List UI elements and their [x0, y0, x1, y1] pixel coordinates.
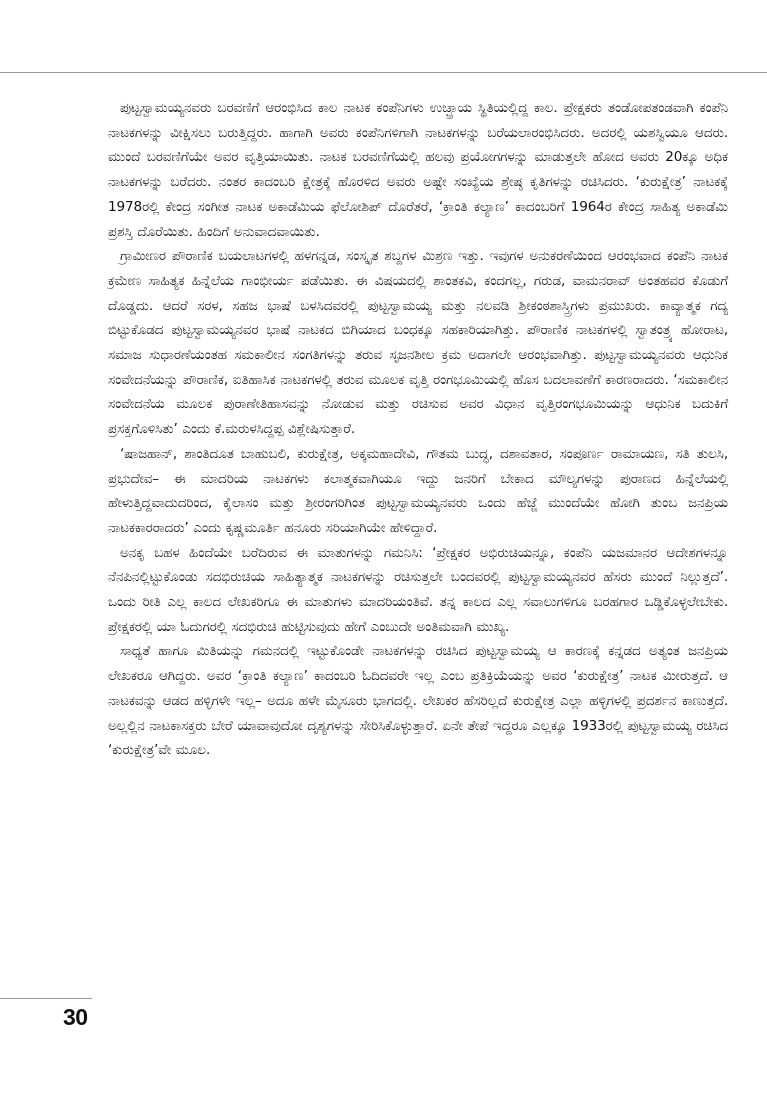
paragraph: ಪುಟ್ಟಸ್ವಾಮಯ್ಯನವರು ಬರವಣಿಗೆ ಆರಂಭಿಸಿದ ಕಾಲ ನಾಟಕ ಕಂಪೆನಿಗಳು ಉಚ್ಛ್ರಾಯ ಸ್ಥಿತಿಯಲ್ಲಿದ್ದ ಕಾಲ. ಪ್ರೇಕ್ಷಕರು ತಂಡೋಪತಂಡವಾಗಿ ಕಂಪೆನಿ ನಾಟಕಗಳನ್ನು ವೀಕ್ಷಿಸಲು ಬರುತ್ತಿದ್ದರು. ಹಾಗಾಗಿ ಅವರು ಕಂಪೆನಿಗಳಿಗಾಗಿ ನಾಟಕಗಳನ್ನು ಬರೆಯಲಾರಂಭಿಸಿದರು. ಅದರಲ್ಲಿ ಯಶಸ್ವಿಯೂ ಆದರು. ಮುಂದೆ ಬರವಣಿಗೆಯೇ ಅವರ ವೃತ್ತಿಯಾಯಿತು. ನಾಟಕ ಬರವಣಿಗೆಯಲ್ಲಿ ಹಲವು ಪ್ರಯೋಗಗಳನ್ನು ಮಾಡುತ್ತಲೇ ಹೋದ ಅವರು 20ಕ್ಕೂ ಅಧಿಕ ನಾಟಕಗಳನ್ನು ಬರೆದರು. ನಂತರ ಕಾದಂಬರಿ ಕ್ಷೇತ್ರಕ್ಕೆ ಹೊರಳಿದ ಅವರು ಅಷ್ಟೇ ಸಂಖ್ಯೆಯ ಶ್ರೇಷ್ಠ ಕೃತಿಗಳನ್ನು ರಚಿಸಿದರು. ‘ಕುರುಕ್ಷೇತ್ರ’ ನಾಟಕಕ್ಕೆ 1978ರಲ್ಲಿ ಕೇಂದ್ರ ಸಂಗೀತ ನಾಟಕ ಅಕಾಡೆಮಿಯ ಫೆಲೋಶಿಪ್ ದೊರೆತರೆ, ‘ಕ್ರಾಂತಿ ಕಲ್ಯಾಣ’ ಕಾದಂಬರಿಗೆ 1964ರ ಕೇಂದ್ರ ಸಾಹಿತ್ಯ ಅಕಾಡೆಮಿ ಪ್ರಶಸ್ತಿ ದೊರೆಯಿತು. ಹಿಂದಿಗೆ ಅನುವಾದವಾಯಿತು.	[108, 100, 728, 240]
paragraph: ಅನಕೃ ಬಹಳ ಹಿಂದೆಯೇ ಬರೆದಿರುವ ಈ ಮಾತುಗಳನ್ನು ಗಮನಿಸಿ: ‘ಪ್ರೇಕ್ಷಕರ ಅಭಿರುಚಿಯನ್ನೂ, ಕಂಪೆನಿ ಯಜಮಾನರ ಆದೇಶಗಳನ್ನೂ ನೆನಪಿನಲ್ಲಿಟ್ಟುಕೊಂಡು ಸದಭಿರುಚಿಯ ಸಾಹಿತ್ಯಾತ್ಮಕ ನಾಟಕಗಳನ್ನು ರಚಿಸುತ್ತಲೇ ಬಂದವರಲ್ಲಿ ಪುಟ್ಟಸ್ವಾಮಯ್ಯನವರ ಹೆಸರು ಮುಂದೆ ನಿಲ್ಲುತ್ತದೆ’. ಒಂದು ರೀತಿ ಎಲ್ಲ ಕಾಲದ ಲೇಖಕರಿಗೂ ಈ ಮಾತುಗಳು ಮಾದರಿಯಂತಿವೆ. ತನ್ನ ಕಾಲದ ಎಲ್ಲ ಸವಾಲುಗಳಿಗೂ ಬರಹಗಾರ ಒಡ್ಡಿಕೊಳ್ಳಲೇಬೇಕು. ಪ್ರೇಕ್ಷಕರಲ್ಲಿ ಯಾ ಓದುಗರಲ್ಲಿ ಸದಭಿರುಚಿ ಹುಟ್ಟಿಸುವುದು ಹೇಗೆ ಎಂಬುದೇ ಅಂತಿಮವಾಗಿ ಮುಖ್ಯ.	[108, 544, 728, 635]
paragraph: ಸಾಧ್ಯತೆ ಹಾಗೂ ಮಿತಿಯನ್ನು ಗಮನದಲ್ಲಿ ಇಟ್ಟುಕೊಂಡೇ ನಾಟಕಗಳನ್ನು ರಚಿಸಿದ ಪುಟ್ಟಸ್ವಾಮಯ್ಯ ಆ ಕಾರಣಕ್ಕೆ ಕನ್ನಡದ ಅತ್ಯಂತ ಜನಪ್ರಿಯ ಲೇಖಕರೂ ಆಗಿದ್ದರು. ಅವರ ‘ಕ್ರಾಂತಿ ಕಲ್ಯಾಣ’ ಕಾದಂಬರಿ ಓದಿದವರೇ ಇಲ್ಲ ಎಂಬ ಪ್ರತಿಕ್ರಿಯೆಯನ್ನು ಅವರ ‘ಕುರುಕ್ಷೇತ್ರ’ ನಾಟಕ ಮೀರುತ್ತದೆ. ಆ ನಾಟಕವನ್ನು ಆಡದ ಹಳ್ಳಿಗಳೇ ಇಲ್ಲ– ಅದೂ ಹಳೇ ಮೈಸೂರು ಭಾಗದಲ್ಲಿ. ಲೇಖಕರ ಹೆಸರಿಲ್ಲದೆ ಕುರುಕ್ಷೇತ್ರ ಎಲ್ಲಾ ಹಳ್ಳಿಗಳಲ್ಲಿ ಪ್ರದರ್ಶನ ಕಾಣುತ್ತದೆ. ಅಲ್ಲಲ್ಲಿನ ನಾಟಕಾಸಕ್ತರು ಬೇರೆ ಯಾವಾವುದೋ ದೃಶ್ಯಗಳನ್ನು ಸೇರಿಸಿಕೊಳ್ಳುತ್ತಾರೆ. ಏನೇ ತೇಪೆ ಇದ್ದರೂ ಎಲ್ಲಕ್ಕೂ 1933ರಲ್ಲಿ ಪುಟ್ಟಸ್ವಾಮಯ್ಯ ರಚಿಸಿದ ‘ಕುರುಕ್ಷೇತ್ರ’ವೇ ಮೂಲ.	[108, 643, 728, 759]
page-number: 30	[63, 1004, 88, 1030]
header-divider	[0, 72, 767, 73]
paragraph: ಗ್ರಾಮೀಣರ ಪೌರಾಣಿಕ ಬಯಲಾಟಗಳಲ್ಲಿ ಹಳಗನ್ನಡ, ಸಂಸ್ಕೃತ ಶಬ್ದಗಳ ಮಿಶ್ರಣ ಇತ್ತು. ಇವುಗಳ ಅನುಕರಣೆಯಿಂದ ಆರಂಭವಾದ ಕಂಪೆನಿ ನಾಟಕ ಕ್ರಮೇಣ ಸಾಹಿತ್ಯಕ ಹಿನ್ನೆಲೆಯ ಗಾಂಭೀರ್ಯ ಪಡೆಯಿತು. ಈ ವಿಷಯದಲ್ಲಿ ಶಾಂತಕವಿ, ಕಂದಗಲ್ಲ, ಗರುಡ, ವಾಮನರಾವ್ ಅಂತಹವರ ಕೊಡುಗೆ ದೊಡ್ಡದು. ಆದರೆ ಸರಳ, ಸಹಜ ಭಾಷೆ ಬಳಸಿದವರಲ್ಲಿ ಪುಟ್ಟಸ್ವಾಮಯ್ಯ ಮತ್ತು ನಲವಡಿ ಶ್ರೀಕಂಠಶಾಸ್ತ್ರಿಗಳು ಪ್ರಮುಖರು. ಕಾವ್ಯಾತ್ಮಕ ಗದ್ಯ ಬಿಟ್ಟುಕೊಡದ ಪುಟ್ಟಸ್ವಾಮಯ್ಯನವರ ಭಾಷೆ ನಾಟಕದ ಬಿಗಿಯಾದ ಬಂಧಕ್ಕೂ ಸಹಕಾರಿಯಾಗಿತ್ತು. ಪೌರಾಣಿಕ ನಾಟಕಗಳಲ್ಲಿ ಸ್ವಾತಂತ್ರ್ಯ ಹೋರಾಟ, ಸಮಾಜ ಸುಧಾರಣೆಯಂತಹ ಸಮಕಾಲೀನ ಸಂಗತಿಗಳನ್ನು ತರುವ ಸೃಜನಶೀಲ ಕ್ರಮ ಅದಾಗಲೇ ಆರಂಭವಾಗಿತ್ತು. ಪುಟ್ಟಸ್ವಾಮಯ್ಯನವರು ಆಧುನಿಕ ಸಂವೇದನೆಯನ್ನು ಪೌರಾಣಿಕ, ಐತಿಹಾಸಿಕ ನಾಟಕಗಳಲ್ಲಿ ತರುವ ಮೂಲಕ ವೃತ್ತಿ ರಂಗಭೂಮಿಯಲ್ಲಿ ಹೊಸ ಬದಲಾವಣೆಗೆ ಕಾರಣರಾದರು. ‘ಸಮಕಾಲೀನ ಸಂವೇದನೆಯ ಮೂಲಕ ಪುರಾಣೇತಿಹಾಸವನ್ನು ನೋಡುವ ಮತ್ತು ರಚಿಸುವ ಅವರ ವಿಧಾನ ವೃತ್ತಿರಂಗಭೂಮಿಯನ್ನು ಆಧುನಿಕ ಬದುಕಿಗೆ ಪ್ರಸಕ್ತಗೊಳಿಸಿತು’ ಎಂದು ಕೆ.ಮರುಳಸಿದ್ದಪ್ಪ ವಿಶ್ಲೇಷಿಸುತ್ತಾರೆ.	[108, 248, 728, 438]
footer-divider	[0, 998, 92, 999]
page-body	[108, 96, 728, 763]
paragraph: ‘ಷಾಜಹಾನ್, ಶಾಂತಿದೂತ ಬಾಹುಬಲಿ, ಕುರುಕ್ಷೇತ್ರ, ಅಕ್ಕಮಹಾದೇವಿ, ಗೌತಮ ಬುದ್ಧ, ದಶಾವತಾರ, ಸಂಪೂರ್ಣ ರಾಮಾಯಣ, ಸತಿ ತುಲಸಿ, ಪ್ರಭುದೇವ– ಈ ಮಾದರಿಯ ನಾಟಕಗಳು ಕಲಾತ್ಮಕವಾಗಿಯೂ ಇದ್ದು ಜನರಿಗೆ ಬೇಕಾದ ಮೌಲ್ಯಗಳನ್ನು ಪುರಾಣದ ಹಿನ್ನೆಲೆಯಲ್ಲಿ ಹೇಳುತ್ತಿದ್ದವಾದುದರಿಂದ, ಕೈಲಾಸಂ ಮತ್ತು ಶ್ರೀರಂಗರಿಗಿಂತ ಪುಟ್ಟಸ್ವಾಮಯ್ಯನವರು ಒಂದು ಹೆಜ್ಜೆ ಮುಂದೆಯೇ ಹೋಗಿ ತುಂಬ ಜನಪ್ರಿಯ ನಾಟಕಕಾರರಾದರು’ ಎಂದು ಕೃಷ್ಣಮೂರ್ತಿ ಹನೂರು ಸರಿಯಾಗಿಯೇ ಹೇಳಿದ್ದಾರೆ.	[108, 445, 728, 536]
